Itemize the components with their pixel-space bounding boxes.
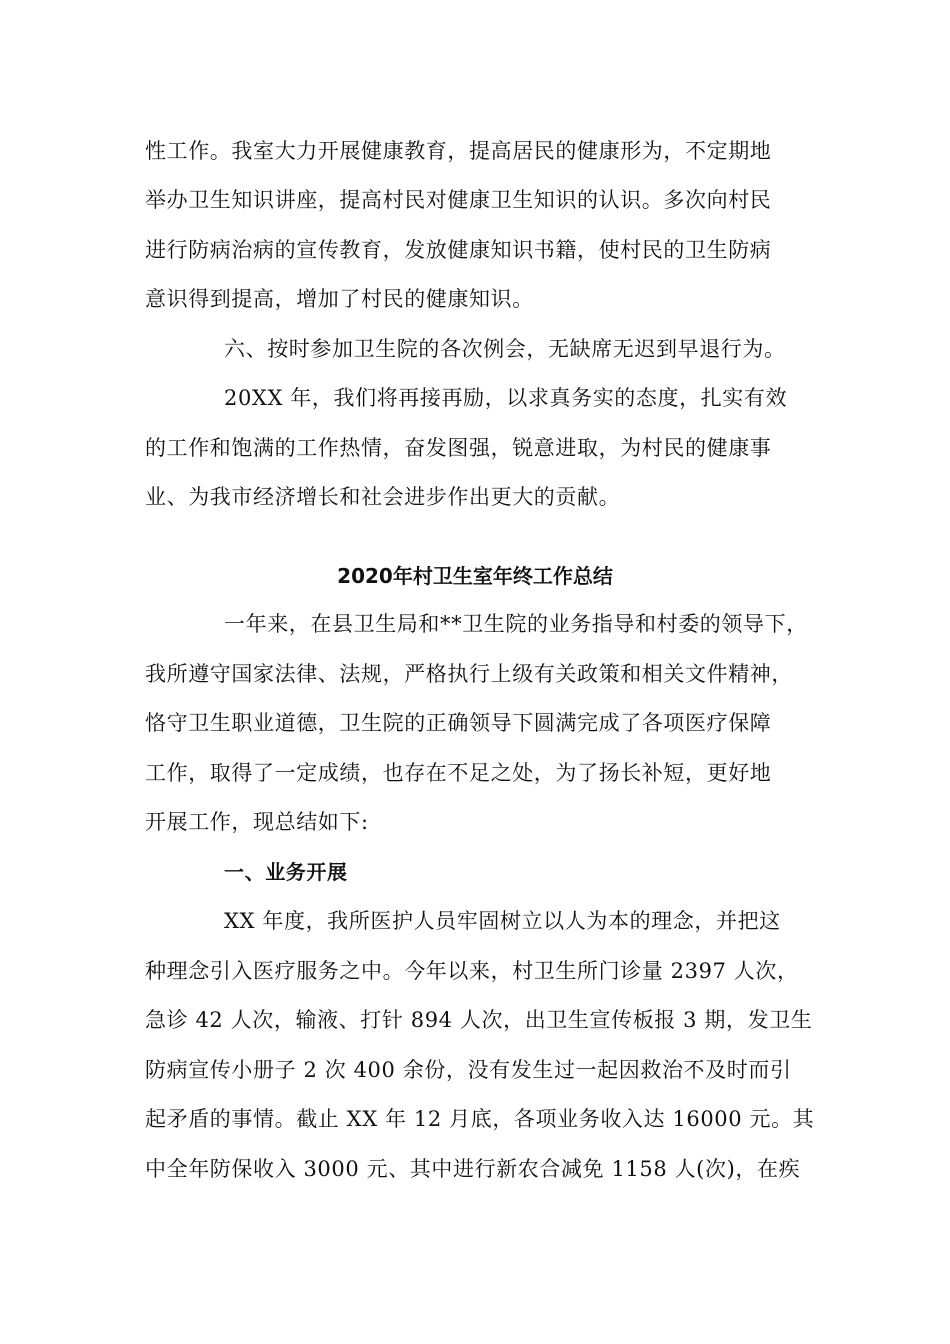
paragraph-line: 意识得到提高，增加了村民的健康知识。 — [145, 287, 534, 311]
section-line: 起矛盾的事情。截止 XX 年 12 月底，各项业务收入达 16000 元。其 — [145, 1107, 815, 1131]
intro-line: 工作，取得了一定成绩，也存在不足之处，为了扬长补短，更好地 — [145, 761, 772, 785]
paragraph-line: 进行防病治病的宣传教育，发放健康知识书籍，使村民的卫生防病 — [145, 238, 772, 262]
closing-line: 的工作和饱满的工作热情，奋发图强，锐意进取，为村民的健康事 — [145, 436, 772, 460]
intro-line: 一年来，在县卫生局和**卫生院的业务指导和村委的领导下， — [224, 612, 808, 636]
document-title: 2020年村卫生室年终工作总结 — [337, 564, 613, 588]
section-line: 急诊 42 人次，输液、打针 894 人次，出卫生宣传板报 3 期，发卫生 — [145, 1008, 813, 1032]
intro-line: 开展工作，现总结如下: — [145, 810, 369, 834]
closing-line: 20XX 年，我们将再接再励，以求真务实的态度，扎实有效 — [224, 386, 788, 410]
intro-line: 恪守卫生职业道德，卫生院的正确领导下圆满完成了各项医疗保障 — [145, 711, 772, 735]
closing-line: 业、为我市经济增长和社会进步作出更大的贡献。 — [145, 485, 621, 509]
section-heading: 一、业务开展 — [224, 860, 348, 884]
section-line: 种理念引入医疗服务之中。今年以来，村卫生所门诊量 2397 人次， — [145, 959, 799, 983]
section-line: XX 年度，我所医护人员牢固树立以人为本的理念，并把这 — [224, 909, 781, 933]
section-line: 防病宣传小册子 2 次 400 余份，没有发生过一起因救治不及时而引 — [145, 1058, 792, 1082]
section-line: 中全年防保收入 3000 元、其中进行新农合减免 1158 人(次)，在疾 — [145, 1157, 801, 1181]
paragraph-line: 举办卫生知识讲座，提高村民对健康卫生知识的认识。多次向村民 — [145, 188, 772, 212]
paragraph-line: 性工作。我室大力开展健康教育，提高居民的健康形为，不定期地 — [145, 139, 772, 163]
intro-line: 我所遵守国家法律、法规，严格执行上级有关政策和相关文件精神， — [145, 662, 793, 686]
item-six: 六、按时参加卫生院的各次例会，无缺席无迟到早退行为。 — [224, 337, 786, 361]
